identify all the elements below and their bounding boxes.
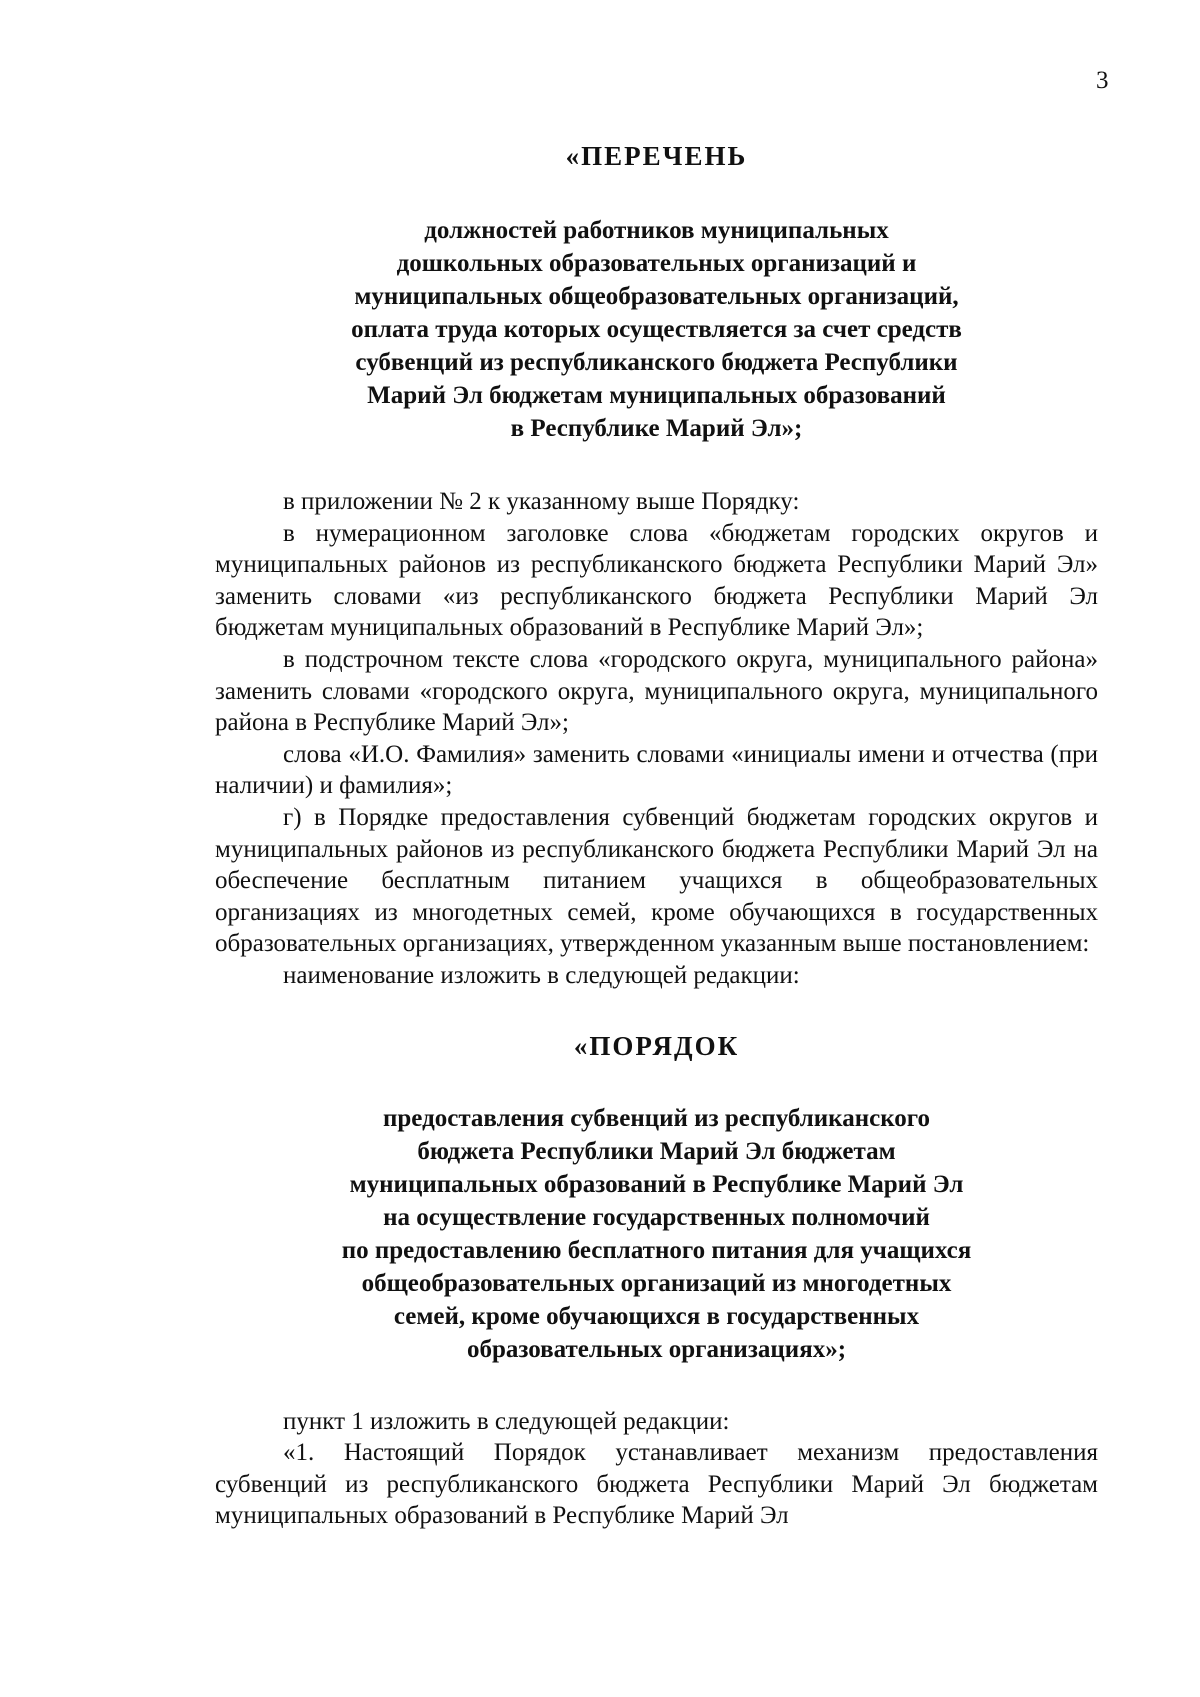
list-heading-line: дошкольных образовательных организаций и [396,250,917,277]
order-heading-line: общеобразовательных организаций из многодетных [361,1269,952,1297]
body-paragraph: в приложении № 2 к указанному выше Порядку: [283,488,800,515]
body-paragraph: г) в Порядке предоставления субвенций бюджетам городских округов и муниципальных районов из республиканского бюджета Республики Марий Эл на обеспечение бесплатным питанием учащихся в общеобразовательных организациях из многодетных семей, кроме обучающихся в государственных образовательных организациях, утвержденном указанным выше постановлением: [215,803,1098,958]
order-heading-line: на осуществление государственных полномочий [383,1203,930,1231]
body-paragraph: наименование изложить в следующей редакции: [283,961,800,989]
order-heading-line: семей, кроме обучающихся в государственных [393,1302,920,1330]
body-paragraph: слова «И.О. Фамилия» заменить словами «инициалы имени и отчества (при наличии) и фамилия»; [215,740,1098,800]
body-paragraph: «1. Настоящий Порядок устанавливает механизм предоставления субвенций из республиканского бюджета Республики Марий Эл бюджетам муниципальных образований в Республике Марий Эл [215,1439,1098,1530]
list-heading-title: «ПЕРЕЧЕНЬ [565,141,748,171]
order-heading-line: по предоставлению бесплатного питания для учащихся [341,1236,972,1264]
body-paragraph: пункт 1 изложить в следующей редакции: [283,1407,730,1435]
body-paragraph: в нумерационном заголовке слова «бюджетам городских округов и муниципальных районов из республиканского бюджета Республики Марий Эл» заменить словами «из республиканского бюджета Республики Марий Эл бюджетам муниципальных образований в Республике Марий Эл»; [215,519,1098,642]
body-paragraph: в подстрочном тексте слова «городского округа, муниципального района» заменить словами «городского округа, муниципального округа, муниципального района в Республике Марий Эл»; [215,645,1098,737]
list-heading-line: оплата труда которых осуществляется за счет средств [351,316,962,343]
order-heading-line: предоставления субвенций из республиканского [383,1104,930,1132]
list-heading-line: Марий Эл бюджетам муниципальных образований [367,382,946,409]
order-heading-line: муниципальных образований в Республике Марий Эл [349,1170,964,1198]
order-heading-line: образовательных организациях»; [466,1335,847,1363]
list-heading-line: должностей работников муниципальных [424,217,889,244]
page-number: 3 [1096,67,1109,94]
order-heading-subtitle [215,1102,1098,1366]
list-heading-subtitle [215,214,1098,445]
order-heading-line: бюджета Республики Марий Эл бюджетам [417,1137,896,1165]
document-body [215,140,1098,1532]
order-heading-title: «ПОРЯДОК [573,1030,740,1061]
list-heading-line: субвенций из республиканского бюджета Республики [355,349,958,376]
list-heading-line: муниципальных общеобразовательных организаций, [354,283,959,310]
list-heading-line: в Республике Марий Эл»; [510,415,803,442]
